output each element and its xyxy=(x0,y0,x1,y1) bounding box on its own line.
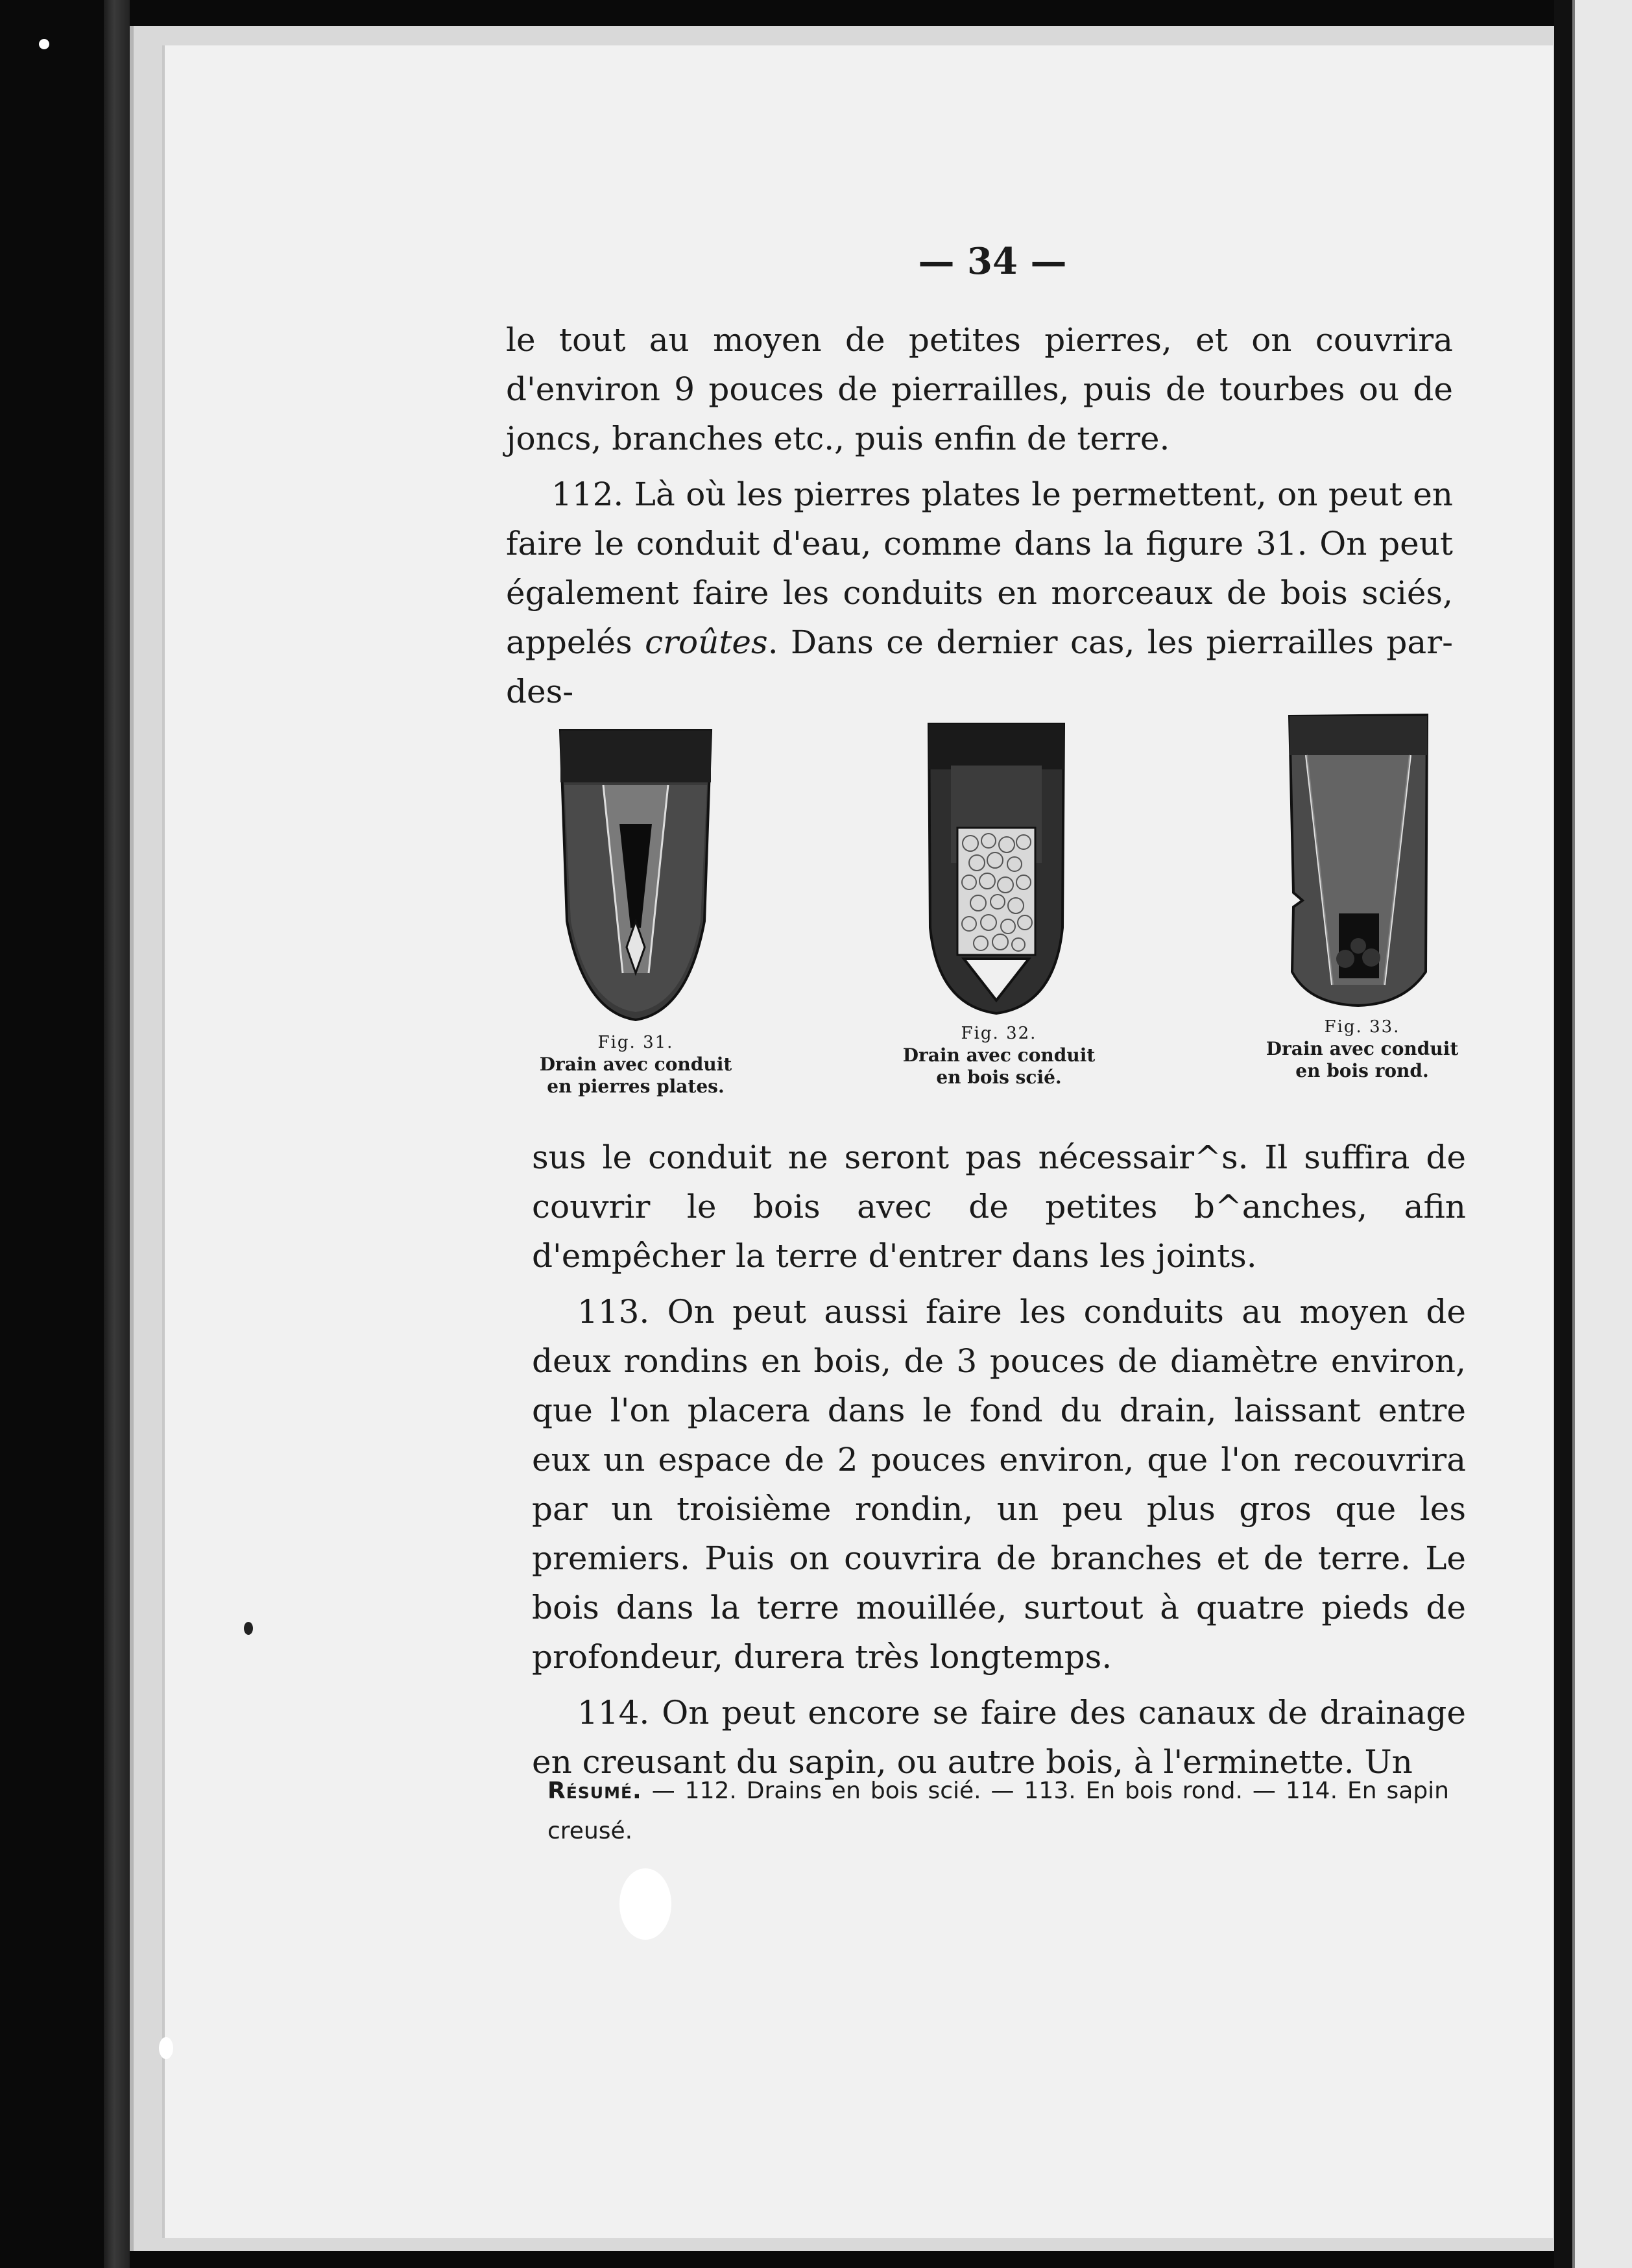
figure-32-caption xyxy=(869,1022,1129,1089)
paragraph-continuation-2: sus le conduit ne seront pas nécessair^s. Il suffira de couvrir le bois avec de petites b^anches, afin d'empêcher la terre d'entrer dans les joints. xyxy=(532,1139,1466,1275)
figure-31-number: Fig. 31. xyxy=(597,1033,674,1052)
figure-31-illustration xyxy=(558,727,714,1025)
paragraph-112-italic: croûtes xyxy=(645,623,768,661)
figure-31-caption xyxy=(506,1031,765,1098)
text-block-bottom xyxy=(532,1133,1466,1787)
figure-33-illustration xyxy=(1287,712,1430,1011)
figure-33-caption-line2: en bois rond. xyxy=(1295,1060,1429,1081)
paragraph-continuation: le tout au moyen de petites pierres, et on couvrira d'environ 9 pouces de pierrailles, puis de tourbes ou de joncs, branches etc., puis enfin de terre. xyxy=(506,321,1453,457)
paragraph-112-text-a: 112. Là où les pierres plates le permettent, on peut en faire le conduit d'eau, comme dans la figure 31. On peut également faire les conduits en morceaux de bois sciés, appelés xyxy=(506,476,1453,661)
figure-32-illustration xyxy=(925,720,1068,1019)
figure-31 xyxy=(558,727,714,1025)
figure-32 xyxy=(925,720,1068,1019)
paragraph-113: 113. On peut aussi faire les conduits au moyen de deux rondins en bois, de 3 pouces de diamètre environ, que l'on placera dans le fond du drain, laissant entre eux un espace de 2 pouces environ, que l'on recouvrira par un troisième rondin, un peu plus gros que les premiers. Puis on couvrira de branches et de terre. Le bois dans la terre mouillée, surtout à quatre pieds de profondeur, durera très longtemps. xyxy=(532,1293,1466,1676)
scan-speck xyxy=(244,1622,253,1635)
figure-32-caption-line1: Drain avec conduit xyxy=(902,1044,1096,1066)
summary-text: — 112. Drains en bois scié. — 113. En bois rond. — 114. En sapin creusé. xyxy=(547,1778,1449,1844)
figure-32-number: Fig. 32. xyxy=(961,1024,1037,1043)
page-number: — 34 — xyxy=(918,240,1067,283)
figure-33-number: Fig. 33. xyxy=(1324,1017,1400,1037)
summary-label: Résumé. xyxy=(547,1778,642,1804)
summary xyxy=(547,1771,1449,1852)
right-margin-rule xyxy=(1554,0,1572,2268)
text-block-top xyxy=(506,315,1453,716)
figure-33-caption xyxy=(1232,1016,1492,1082)
paragraph-114: 114. On peut encore se faire des canaux de drainage en creusant du sapin, ou autre bois, à l'erminette. Un xyxy=(532,1694,1466,1781)
scan-speck xyxy=(159,2037,173,2059)
paragraph-112-text-b: . Dans ce dernier cas, les pierrailles par-des- xyxy=(506,623,1454,710)
scan-speck xyxy=(619,1868,671,1940)
adjacent-page-edge xyxy=(1572,0,1632,2268)
figure-33 xyxy=(1287,712,1430,1011)
figure-32-caption-line2: en bois scié. xyxy=(936,1067,1062,1088)
book-spine xyxy=(104,0,130,2268)
scan-speck xyxy=(39,39,49,49)
figure-33-caption-line1: Drain avec conduit xyxy=(1266,1038,1459,1059)
figure-31-caption-line1: Drain avec conduit xyxy=(539,1054,732,1075)
paragraph-112 xyxy=(506,470,1453,716)
figure-31-caption-line2: en pierres plates. xyxy=(547,1076,725,1097)
